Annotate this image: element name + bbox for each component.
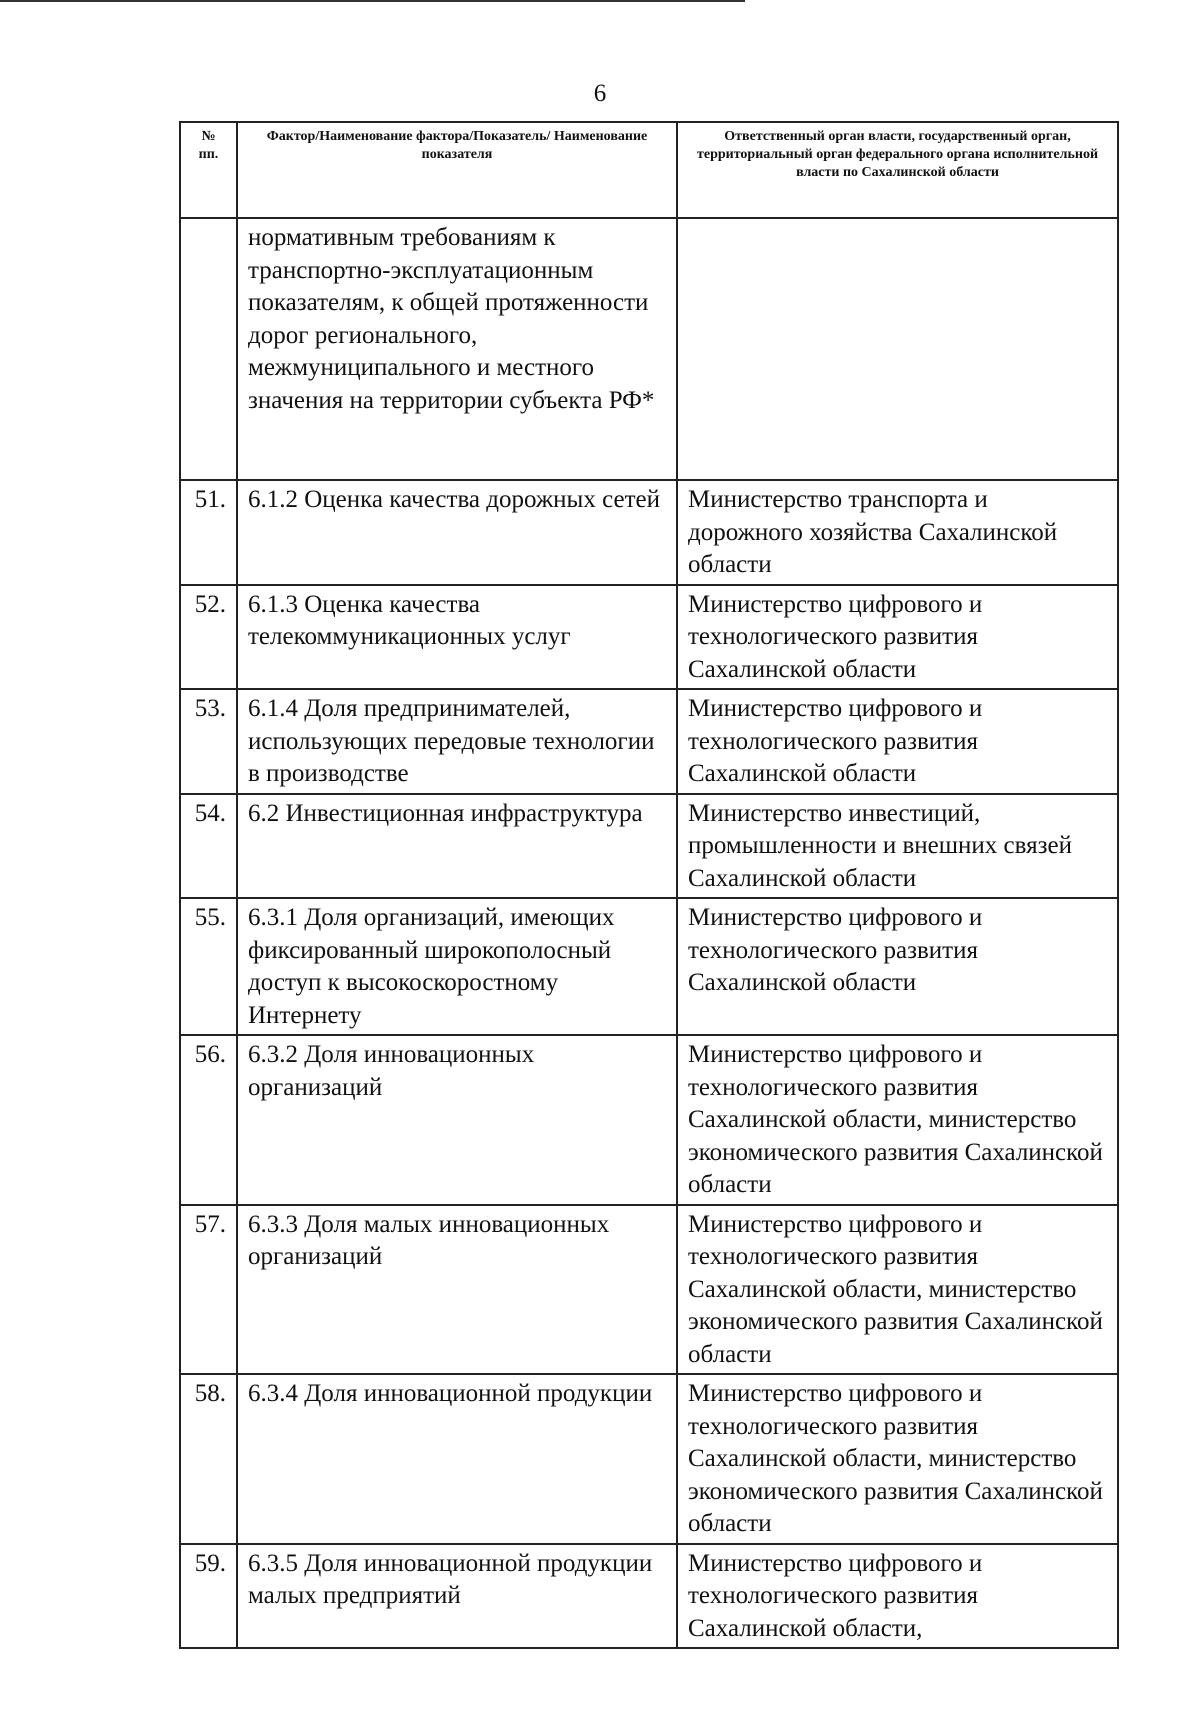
table-row xyxy=(180,794,1118,899)
row-num: 59. xyxy=(180,1544,237,1649)
row-authority: Министерство транспорта и дорожного хозяйства Сахалинской области xyxy=(677,480,1118,585)
header-authority: Ответственный орган власти, государственный орган, территориальный орган федерального органа исполнительной власти по Сахалинской области xyxy=(677,122,1118,218)
header-factor: Фактор/Наименование фактора/Показатель/ Наименование показателя xyxy=(237,122,677,218)
row-authority: Министерство инвестиций, промышленности и внешних связей Сахалинской области xyxy=(677,794,1118,899)
row-factor: 6.1.2 Оценка качества дорожных сетей xyxy=(237,480,677,585)
row-factor: 6.3.1 Доля организаций, имеющих фиксированный широкополосный доступ к высокоскоростному Интернету xyxy=(237,898,677,1035)
row-authority: Министерство цифрового и технологического развития Сахалинской области, министерство экономического развития Сахалинской области xyxy=(677,1035,1118,1205)
row-num: 51. xyxy=(180,480,237,585)
row-num: 53. xyxy=(180,689,237,794)
responsibility-table xyxy=(179,121,1119,1649)
row-factor: нормативным требованиям к транспортно-эксплуатационным показателям, к общей протяженности дорог регионального, межмуниципального и местного значения на территории субъекта РФ* xyxy=(237,218,677,480)
table-row xyxy=(180,1035,1118,1205)
row-authority: Министерство цифрового и технологического развития Сахалинской области xyxy=(677,689,1118,794)
table-row xyxy=(180,1205,1118,1375)
table-row xyxy=(180,585,1118,690)
header-num: № пп. xyxy=(180,122,237,218)
row-num: 55. xyxy=(180,898,237,1035)
row-authority: Министерство цифрового и технологического развития Сахалинской области xyxy=(677,585,1118,690)
row-authority: Министерство цифрового и технологического развития Сахалинской области, министерство экономического развития Сахалинской области xyxy=(677,1374,1118,1544)
row-factor: 6.1.3 Оценка качества телекоммуникационных услуг xyxy=(237,585,677,690)
table-row xyxy=(180,480,1118,585)
table-row xyxy=(180,218,1118,480)
row-num: 57. xyxy=(180,1205,237,1375)
row-num: 56. xyxy=(180,1035,237,1205)
row-authority xyxy=(677,218,1118,480)
row-num: 52. xyxy=(180,585,237,690)
table-header-row xyxy=(180,122,1118,218)
row-num xyxy=(180,218,237,480)
row-factor: 6.1.4 Доля предпринимателей, использующих передовые технологии в производстве xyxy=(237,689,677,794)
row-authority: Министерство цифрового и технологического развития Сахалинской области xyxy=(677,898,1118,1035)
row-factor: 6.3.4 Доля инновационной продукции xyxy=(237,1374,677,1544)
page-number: 6 xyxy=(593,80,607,107)
table-row xyxy=(180,898,1118,1035)
row-num: 54. xyxy=(180,794,237,899)
row-factor: 6.3.5 Доля инновационной продукции малых предприятий xyxy=(237,1544,677,1649)
row-authority: Министерство цифрового и технологического развития Сахалинской области, министерство экономического развития Сахалинской области xyxy=(677,1205,1118,1375)
row-authority: Министерство цифрового и технологического развития Сахалинской области, xyxy=(677,1544,1118,1649)
table-row xyxy=(180,1544,1118,1649)
row-num: 58. xyxy=(180,1374,237,1544)
row-factor: 6.3.3 Доля малых инновационных организаций xyxy=(237,1205,677,1375)
table-row xyxy=(180,689,1118,794)
top-rule xyxy=(0,0,745,2)
table-row xyxy=(180,1374,1118,1544)
row-factor: 6.3.2 Доля инновационных организаций xyxy=(237,1035,677,1205)
row-factor: 6.2 Инвестиционная инфраструктура xyxy=(237,794,677,899)
